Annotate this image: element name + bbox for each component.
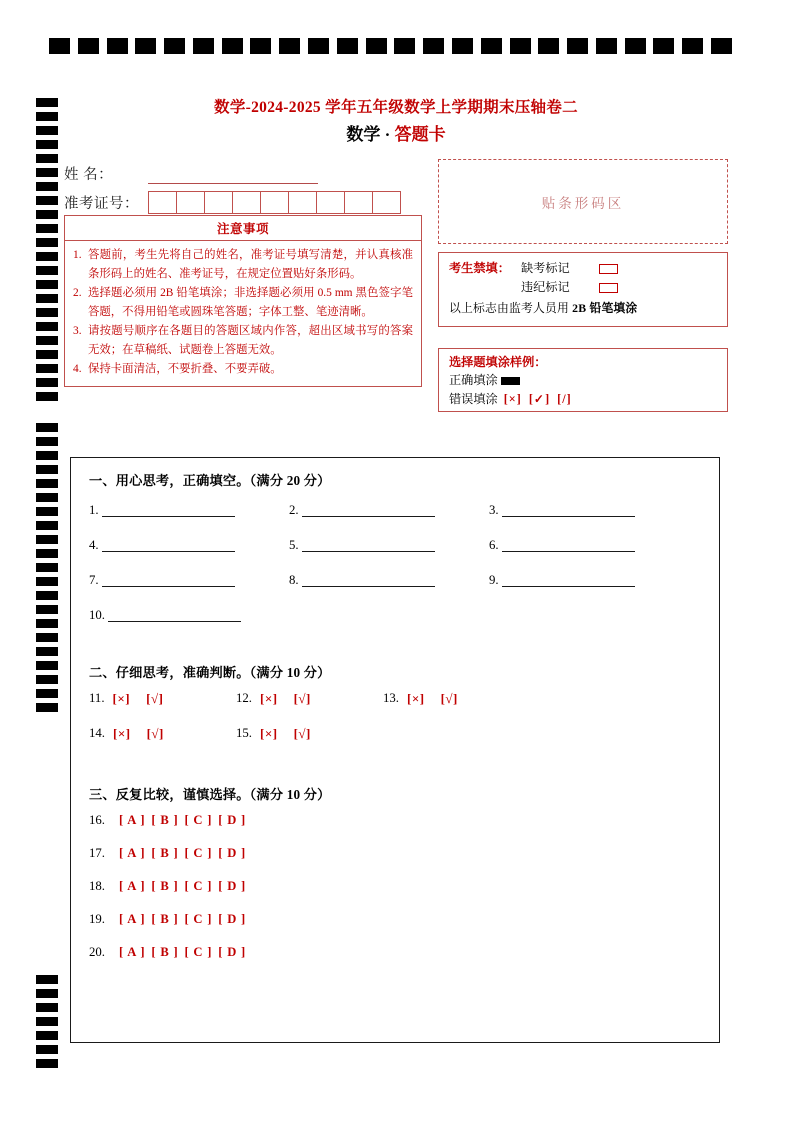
notice-item-number: 2. [73,287,82,299]
timing-mark [164,38,185,54]
notice-item-number: 3. [73,325,82,337]
judge-option[interactable]: [√] [440,690,458,706]
notice-item-text: 请按题号顺序在各题目的答题区域内作答，超出区域书写的答案无效；在草稿纸、试题卷上答题无效。 [88,325,413,356]
timing-mark [711,38,732,54]
judge-item [383,691,530,707]
choice-option[interactable]: [ C ] [184,846,213,860]
timing-mark [222,38,243,54]
section-title-true-false: 二、仔细思考，准确判断。（满分 10 分） [89,665,331,680]
timing-mark [337,38,358,54]
barcode-area-label: 贴条形码区 [541,195,625,211]
judge-item [236,691,383,707]
timing-mark [36,196,58,205]
question-number: 14. [89,726,105,740]
timing-mark [36,1003,58,1012]
name-label: 姓 名： [64,167,114,183]
timing-mark [36,423,58,432]
timing-mark [366,38,387,54]
fill-row [89,498,701,517]
name-input-line[interactable] [148,167,318,184]
timing-mark [36,647,58,656]
notice-box [64,215,422,387]
fill-row [89,568,701,587]
question-number: 17. [89,846,105,860]
question-number: 7. [89,573,99,587]
proctor-note [449,299,717,316]
timing-mark [36,675,58,684]
fill-item [489,538,689,552]
timing-mark [596,38,617,54]
wrong-fill-mark: [×] [503,392,522,406]
fill-item [89,503,289,517]
judge-option[interactable]: [√] [293,725,311,741]
notice-item [73,322,413,359]
question-number: 15. [236,726,252,740]
judge-option[interactable]: [√] [146,725,164,741]
timing-mark [36,989,58,998]
fill-item [289,503,489,517]
section-title-fill-in: 一、用心思考，正确填空。（满分 20 分） [89,473,331,488]
timing-mark [423,38,444,54]
choice-row [89,812,701,829]
question-number: 13. [383,691,399,705]
ticket-digit-cell[interactable] [205,192,233,213]
wrong-fill-row [449,390,717,409]
timing-mark [193,38,214,54]
choice-option[interactable]: [ B ] [151,813,179,827]
timing-mark [36,224,58,233]
answer-blank-line[interactable] [102,539,235,552]
answer-blank-line[interactable] [502,504,635,517]
timing-mark [49,38,70,54]
question-number: 16. [89,813,105,827]
notice-title: 注意事项 [65,216,421,241]
timing-mark [36,1059,58,1068]
timing-mark [36,563,58,572]
violation-checkbox[interactable] [599,283,618,293]
choice-option[interactable]: [ D ] [218,879,247,893]
fill-row [89,603,701,622]
exam-title: 数学-2024-2025 学年五年级数学上学期期末压轴卷二 [214,99,578,116]
title-separator: · [380,125,395,144]
answer-blank-line[interactable] [108,609,241,622]
notice-item-text: 选择题必须用 2B 铅笔填涂；非选择题必须用 0.5 mm 黑色签字笔答题，不得用铅笔或圆珠笔答题；字体工整、笔迹清晰。 [88,287,413,318]
choice-option[interactable]: [ B ] [151,912,179,926]
ticket-digit-cell[interactable] [373,192,401,213]
ticket-digit-cell[interactable] [345,192,373,213]
timing-mark [567,38,588,54]
timing-mark [36,378,58,387]
choice-option[interactable]: [ A ] [119,813,146,827]
question-number: 4. [89,538,99,552]
choice-option[interactable]: [ C ] [184,879,213,893]
choice-option[interactable]: [ C ] [184,912,213,926]
fill-row [89,533,701,552]
notice-item [73,360,413,379]
question-number: 20. [89,945,105,959]
timing-mark [36,322,58,331]
timing-marks-left-lower [36,975,58,1068]
judge-option[interactable]: [√] [146,690,164,706]
ticket-digit-cell[interactable] [317,192,345,213]
choice-option[interactable]: [ D ] [218,813,247,827]
ticket-number-boxes[interactable] [148,191,401,214]
timing-mark [36,605,58,614]
timing-mark [36,633,58,642]
timing-mark [78,38,99,54]
timing-mark [36,437,58,446]
proctor-marks-box [438,252,728,327]
timing-mark [682,38,703,54]
choice-option[interactable]: [ B ] [151,945,179,959]
timing-mark [36,535,58,544]
timing-mark [36,154,58,163]
timing-mark [36,336,58,345]
barcode-sticker-area [438,159,728,244]
answer-blank-line[interactable] [502,574,635,587]
judge-option[interactable]: [×] [113,725,131,741]
timing-mark [36,308,58,317]
timing-mark [36,465,58,474]
notice-item-text: 保持卡面清洁，不要折叠、不要弄破。 [88,363,282,375]
violation-mark-row [449,278,717,297]
section-gap [89,638,701,662]
choice-option[interactable]: [ A ] [119,945,146,959]
answer-blank-line[interactable] [302,504,435,517]
notice-list [65,241,421,386]
forbidden-label: 考生禁填： [449,261,510,275]
timing-mark [36,98,58,107]
question-number: 6. [489,538,499,552]
timing-mark [279,38,300,54]
timing-mark [36,521,58,530]
timing-mark [135,38,156,54]
answer-blank-line[interactable] [502,539,635,552]
fill-sample-box [438,348,728,412]
section-title-multiple-choice: 三、反复比较，谨慎选择。（满分 10 分） [89,787,331,802]
judge-row [89,725,701,742]
choice-option[interactable]: [ B ] [151,846,179,860]
choice-option[interactable]: [ C ] [184,813,213,827]
timing-mark [36,210,58,219]
fill-item [89,573,289,587]
judge-item [236,726,383,742]
page-title [60,96,732,148]
proctor-note-prefix: 以上标志由监考人员用 [449,301,573,315]
timing-mark [308,38,329,54]
correct-fill-swatch [501,377,520,385]
answer-card-title [60,122,732,148]
timing-mark [36,126,58,135]
choice-row [89,911,701,928]
subject-label: 数学 [346,125,381,144]
timing-mark [107,38,128,54]
absent-label: 缺考标记 [521,261,570,275]
choice-option[interactable]: [ D ] [218,846,247,860]
timing-mark [36,577,58,586]
judge-option[interactable]: [×] [260,725,278,741]
timing-mark [36,591,58,600]
judge-option[interactable]: [√] [293,690,311,706]
judge-option[interactable]: [×] [260,690,278,706]
timing-mark [510,38,531,54]
timing-mark [653,38,674,54]
fill-item [289,538,489,552]
choice-row [89,845,701,862]
sample-title: 选择题填涂样例： [449,355,547,369]
timing-mark [36,1031,58,1040]
ticket-digit-cell[interactable] [289,192,317,213]
choice-option[interactable]: [ C ] [184,945,213,959]
fill-item [89,538,289,552]
timing-mark [36,507,58,516]
choice-option[interactable]: [ B ] [151,879,179,893]
timing-marks-left-upper [36,98,58,401]
timing-mark [36,1017,58,1026]
name-row [64,162,424,184]
choice-option[interactable]: [ A ] [119,879,146,893]
identity-block [64,162,424,214]
fill-item [89,608,289,622]
timing-mark [36,1045,58,1054]
violation-label: 违纪标记 [521,280,570,294]
ticket-digit-cell[interactable] [149,192,177,213]
judge-item [89,691,236,707]
timing-mark [36,238,58,247]
timing-mark [36,168,58,177]
judge-option[interactable]: [×] [112,690,131,706]
timing-mark [36,392,58,401]
ticket-digit-cell[interactable] [177,192,205,213]
notice-item-text: 答题前，考生先将自己的姓名，准考证号填写清楚，并认真核准条形码上的姓名、准考证号，在规定位置贴好条形码。 [88,249,413,280]
question-number: 12. [236,691,252,705]
timing-marks-left-middle [36,423,58,712]
timing-mark [452,38,473,54]
answer-blank-line[interactable] [302,574,435,587]
ticket-row [64,191,424,214]
timing-mark [625,38,646,54]
question-number: 2. [289,503,299,517]
choice-option[interactable]: [ D ] [218,945,247,959]
timing-mark [36,549,58,558]
question-number: 9. [489,573,499,587]
question-number: 11. [89,691,105,705]
timing-mark [394,38,415,54]
timing-mark [36,266,58,275]
question-number: 5. [289,538,299,552]
timing-mark [36,661,58,670]
judge-row [89,690,701,707]
ticket-digit-cell[interactable] [261,192,289,213]
timing-mark [36,350,58,359]
answer-sections [71,458,719,961]
judge-option[interactable]: [×] [407,690,425,706]
judge-item [89,726,236,742]
timing-mark [36,364,58,373]
timing-mark [36,493,58,502]
absent-checkbox[interactable] [599,264,618,274]
proctor-note-bold: 2B 铅笔填涂 [572,301,638,315]
wrong-fill-mark: [✓] [528,392,551,406]
ticket-label: 准考证号： [64,196,139,212]
wrong-fill-label: 错误填涂 [449,392,498,406]
timing-mark [250,38,271,54]
answer-card-label: 答题卡 [394,125,446,144]
choice-option[interactable]: [ A ] [119,846,146,860]
question-number: 8. [289,573,299,587]
choice-option[interactable]: [ D ] [218,912,247,926]
wrong-fill-examples [504,392,579,406]
choice-row [89,878,701,895]
correct-fill-label: 正确填涂 [449,373,498,387]
timing-mark [538,38,559,54]
answer-blank-line[interactable] [102,504,235,517]
notice-item [73,246,413,283]
fill-item [489,573,689,587]
choice-row [89,944,701,961]
timing-mark [36,294,58,303]
answer-area-box [70,457,720,1043]
timing-mark [36,112,58,121]
timing-mark [36,451,58,460]
timing-mark [36,280,58,289]
question-number: 10. [89,608,105,622]
timing-mark [36,140,58,149]
fill-item [489,503,689,517]
correct-fill-row [449,371,717,390]
fill-item [289,573,489,587]
timing-marks-top [49,38,732,54]
question-number: 18. [89,879,105,893]
notice-item-number: 4. [73,363,82,375]
answer-blank-line[interactable] [102,574,235,587]
answer-blank-line[interactable] [302,539,435,552]
timing-mark [481,38,502,54]
timing-mark [36,975,58,984]
timing-mark [36,689,58,698]
timing-mark [36,703,58,712]
wrong-fill-mark: [/] [557,392,572,406]
notice-item [73,284,413,321]
timing-mark [36,252,58,261]
absent-mark-row [449,259,717,278]
timing-mark [36,479,58,488]
choice-option[interactable]: [ A ] [119,912,146,926]
section-gap [89,760,701,784]
question-number: 3. [489,503,499,517]
timing-mark [36,619,58,628]
ticket-digit-cell[interactable] [233,192,261,213]
notice-item-number: 1. [73,249,82,261]
question-number: 19. [89,912,105,926]
question-number: 1. [89,503,99,517]
timing-mark [36,182,58,191]
